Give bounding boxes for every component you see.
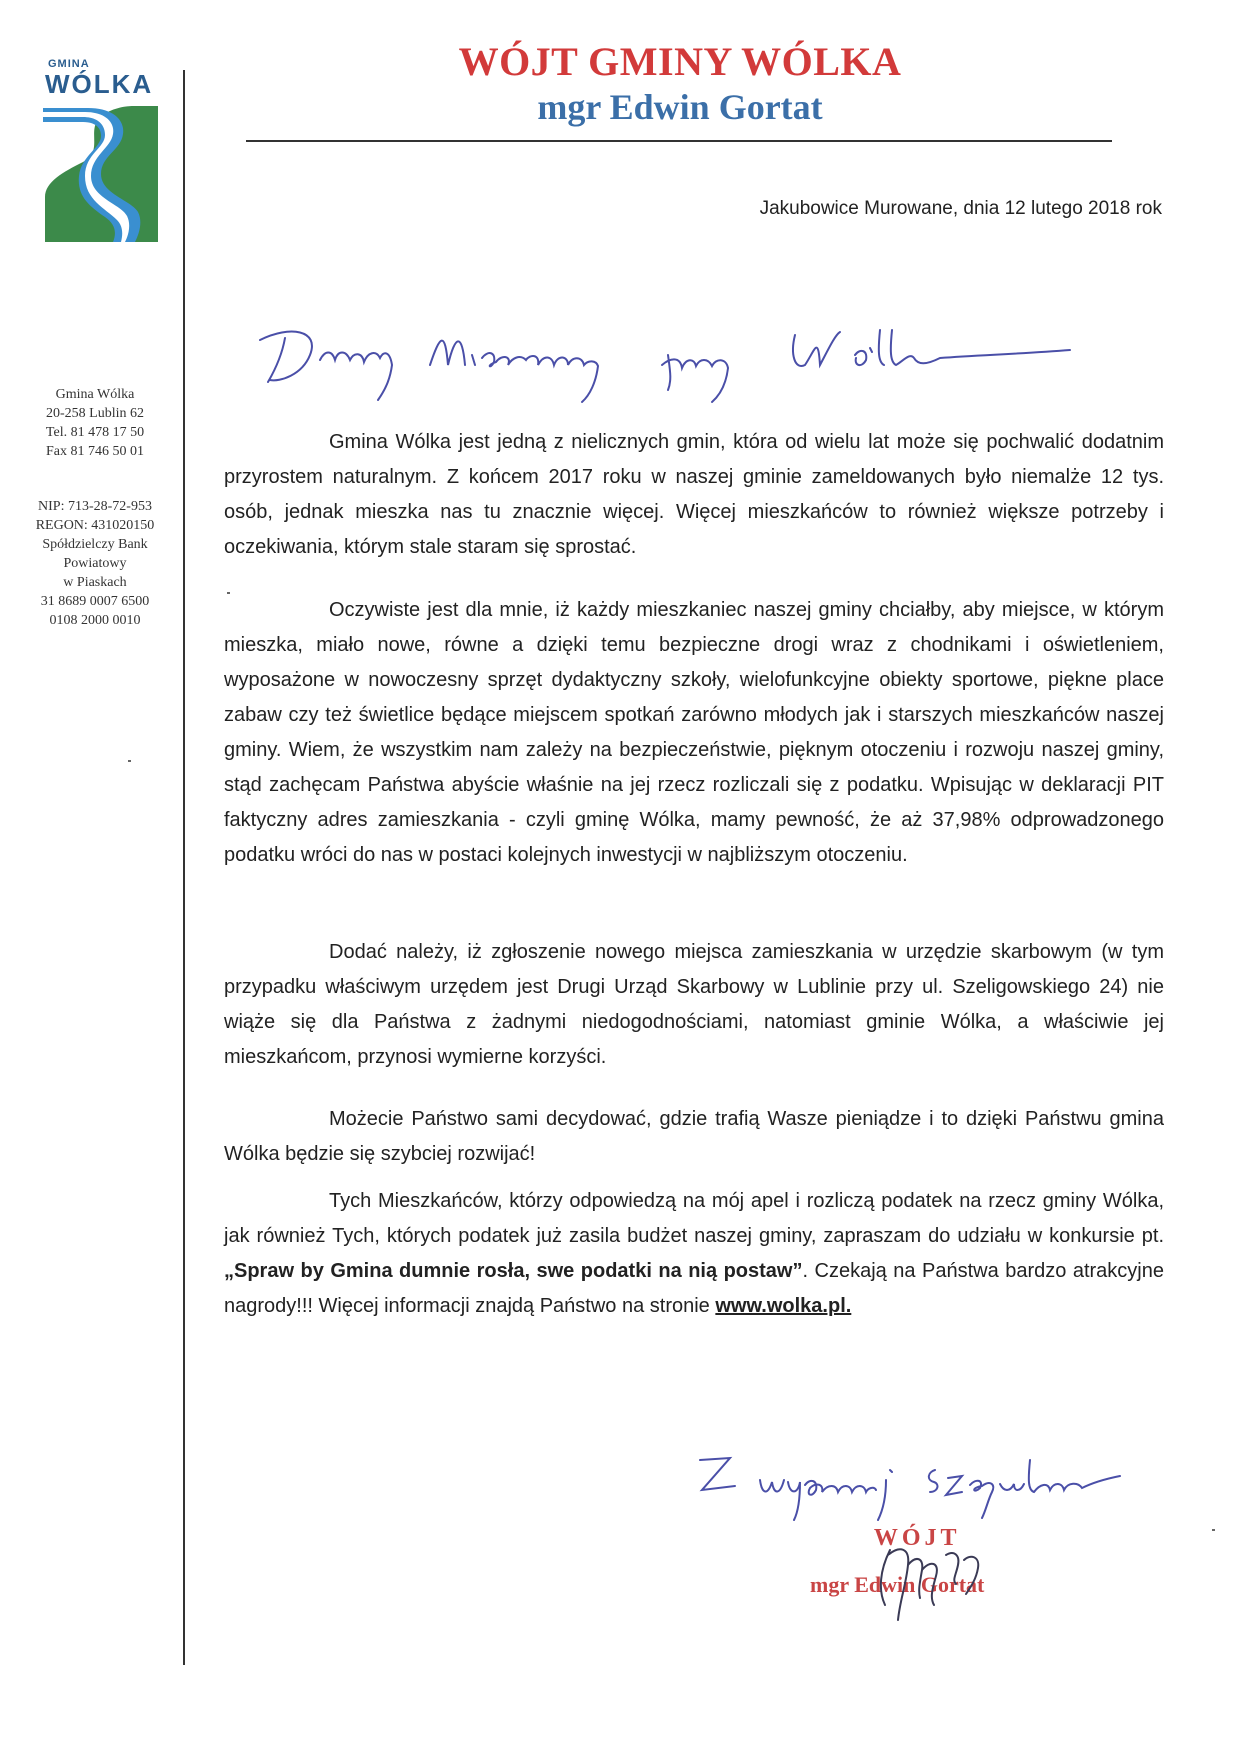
river-emblem-icon (43, 102, 158, 242)
paragraph-text-start: Tych Mieszkańców, którzy odpowiedzą na mój apel i rozliczą podatek na rzecz gminy Wólka, jak również Tych, których podatek już zasila budżet naszej gminy, zapraszam do udziału w konkursie pt. (224, 1190, 1164, 1247)
paragraph-1 (224, 425, 1164, 565)
letterhead-subtitle: mgr Edwin Gortat (537, 87, 823, 127)
header-rule (246, 140, 1112, 142)
stamp-name: mgr Edwin Gortat (810, 1572, 985, 1597)
scan-speck (1212, 1529, 1215, 1531)
address-line: Fax 81 746 50 01 (46, 444, 144, 459)
address-line: Tel. 81 478 17 50 (45, 425, 145, 440)
gmina-logo (40, 58, 165, 242)
sidebar-details (20, 497, 170, 630)
address-line: 20-258 Lublin 62 (46, 406, 144, 421)
detail-line: 31 8689 0007 6500 (40, 594, 150, 609)
paragraph-text (224, 1184, 1164, 1324)
detail-line: REGON: 431020150 (35, 518, 155, 533)
sidebar-divider (183, 70, 185, 1665)
signature (860, 1510, 1030, 1640)
stamp-title: WÓJT (873, 1525, 961, 1551)
logo-big-text: WÓLKA (45, 69, 154, 99)
paragraph-text: Dodać należy, iż zgłoszenie nowego miejsca zamieszkania w urzędzie skarbowym (w tym przypadku właściwym urzędem jest Drugi Urząd Skarbowy w Lublinie przy ul. Szeligowskiego 24) nie wiąże się dla Państwa z żadnymi niedogodnościami, natomiast gminie Wólka, a właściwie jej mieszkańcom, przynosi wymierne korzyści. (224, 941, 1164, 1068)
address-line: Gmina Wólka (55, 387, 135, 402)
scan-speck (227, 592, 230, 594)
sidebar-address (20, 385, 170, 461)
detail-line: w Piaskach (63, 575, 127, 590)
paragraph-2 (224, 593, 1164, 873)
detail-line: 0108 2000 0010 (49, 613, 141, 628)
paragraph-3 (224, 935, 1164, 1075)
letterhead-title: WÓJT GMINY WÓLKA (458, 39, 902, 84)
paragraph-text-middle: . Czekają na Państwa bardzo atrakcyjne nagrody!!! Więcej informacji znajdą Państwo na stronie (224, 1260, 1164, 1317)
scan-speck (128, 760, 131, 762)
paragraph-text: Gmina Wólka jest jedną z nielicznych gmin, która od wielu lat może się pochwalić dodatnim przyrostem naturalnym. Z końcem 2017 roku w naszej gminie zameldowanych było niemalże 12 tys. osób, jednak mieszka nas tu znacznie więcej. Więcej mieszkańców to również większe potrzeby i oczekiwania, którym stale staram się sprostać. (224, 431, 1164, 558)
paragraph-4 (224, 1102, 1164, 1172)
logo-small-text: GMINA (48, 58, 90, 70)
paragraph-text: Możecie Państwo sami decydować, gdzie trafią Wasze pieniądze i to dzięki Państwu gmina Wólka będzie się szybciej rozwijać! (224, 1108, 1164, 1165)
date-line: Jakubowice Murowane, dnia 12 lutego 2018 rok (759, 198, 1162, 219)
detail-line: Spółdzielczy Bank (42, 537, 148, 552)
detail-line: Powiatowy (63, 556, 127, 571)
contest-title: „Spraw by Gmina dumnie rosła, swe podatki na nią postaw” (224, 1260, 803, 1282)
website-link[interactable]: www.wolka.pl. (715, 1295, 852, 1317)
detail-line: NIP: 713-28-72-953 (38, 499, 152, 514)
paragraph-text: Oczywiste jest dla mnie, iż każdy mieszkaniec naszej gminy chciałby, aby miejsce, w którym mieszka, miało nowe, równe a dzięki temu bezpieczne drogi wraz z chodnikami i oświetleniem, wyposażone w nowoczesny sprzęt dydaktyczny szkoły, wielofunkcyjne obiekty sportowe, piękne place zabaw czy też świetlice będące miejscem spotkań zarówno młodych jak i starszych mieszkańców naszej gminy. Wiem, że wszystkim nam zależy na bezpieczeństwie, pięknym otoczeniu i rozwoju naszej gminy, stąd zachęcam Państwa abyście właśnie na jej rzecz rozliczali się z podatku. Wpisując w deklaracji PIT faktyczny adres zamieszkania - czyli gminę Wólka, mamy pewność, że aż 37,98% odprowadzonego podatku wróci do nas w postaci kolejnych inwestycji w najbliższym otoczeniu. (224, 599, 1164, 866)
paragraph-5 (224, 1184, 1164, 1324)
handwritten-greeting (250, 310, 1120, 420)
